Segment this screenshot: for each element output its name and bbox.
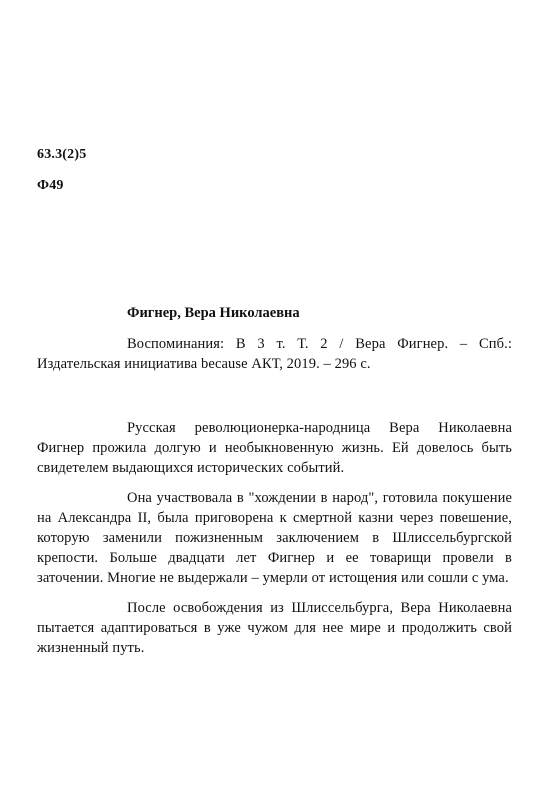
bbk-index: 63.3(2)5 [37, 147, 87, 162]
annotation-paragraph: Она участвовала в "хождении в народ", готовила покушение на Александра II, была приговорена к смертной казни через повешение, которую заменили пожизненным заключением в Шлиссельбургской крепости. Больше двадцати лет Фигнер и ее товарищи провели в заточении. Многие не выдержали – умерли от истощения или сошли с ума. [37, 490, 512, 586]
annotation-paragraph: Русская революционерка-народница Вера Николаевна Фигнер прожила долгую и необыкновенную жизнь. Ей довелось быть свидетелем выдающихся исторических событий. [37, 420, 512, 476]
catalog-author-heading: Фигнер, Вера Николаевна [127, 305, 300, 321]
author-sign: Ф49 [37, 178, 64, 193]
annotation-paragraph: После освобождения из Шлиссельбурга, Вера Николаевна пытается адаптироваться в уже чужом для нее мире и продолжить свой жизненный путь. [37, 600, 512, 656]
catalog-description: Воспоминания: В 3 т. Т. 2 / Вера Фигнер. – Спб.: Издательская инициатива because АКТ, 2019. – 296 с. [37, 336, 512, 372]
annotation [37, 418, 512, 668]
catalog-record [37, 303, 512, 374]
